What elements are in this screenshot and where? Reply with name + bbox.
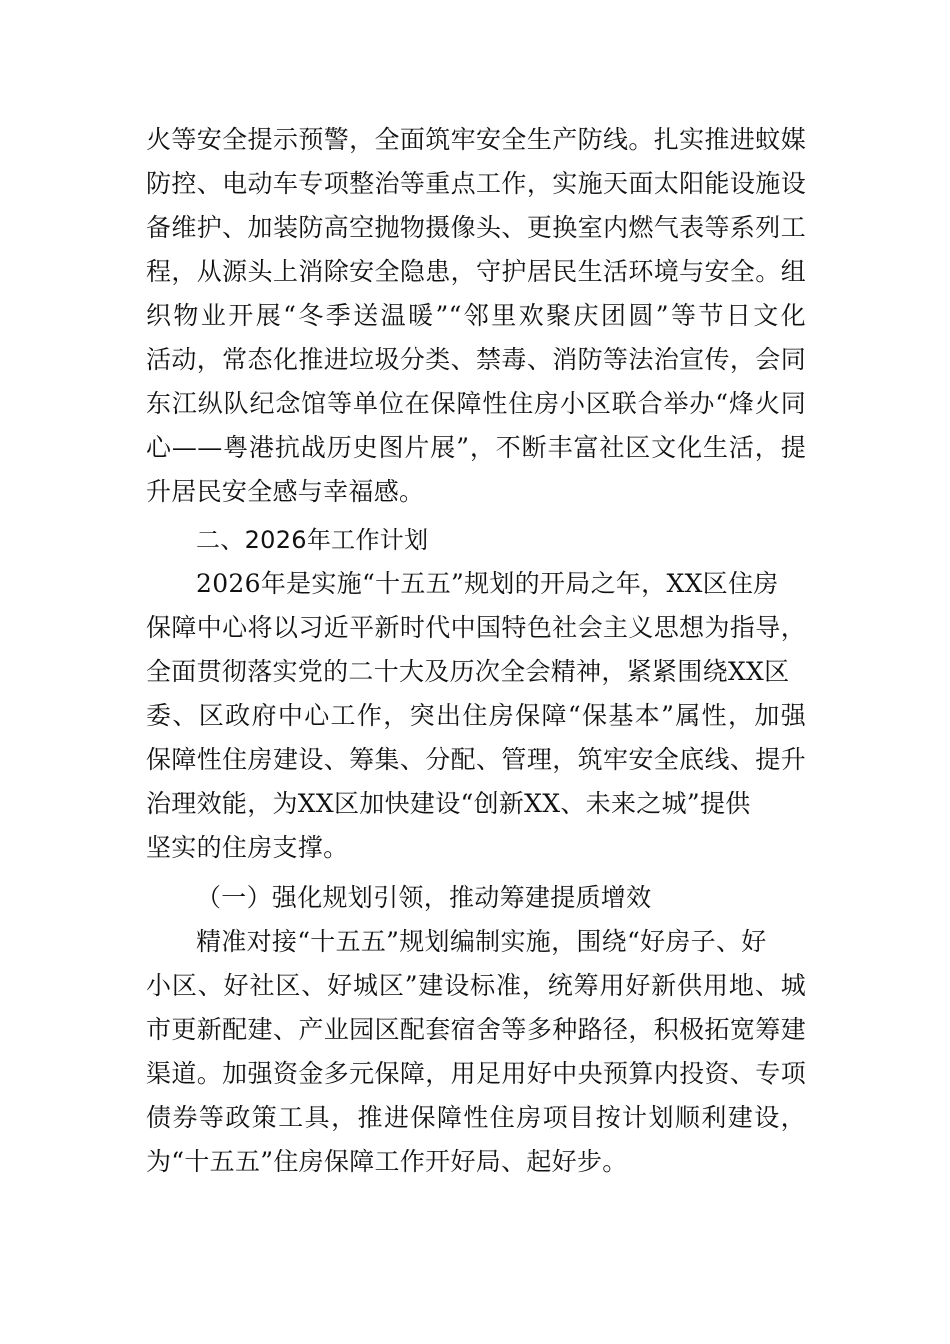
body-text-line: 小区、好社区、好城区”建设标准，统筹用好新供用地、城 bbox=[146, 971, 806, 1000]
body-text-line: 织物业开展“冬季送温暖”“邻里欢聚庆团圆”等节日文化 bbox=[146, 301, 806, 330]
subsection-heading: （一）强化规划引领，推动筹建提质增效 bbox=[196, 883, 652, 912]
body-text-line: 2026年是实施“十五五”规划的开局之年，XX区住房 bbox=[196, 569, 779, 598]
body-text-line: 渠道。加强资金多元保障，用足用好中央预算内投资、专项 bbox=[146, 1059, 806, 1088]
body-text-line: 委、区政府中心工作，突出住房保障“保基本”属性，加强 bbox=[146, 701, 806, 730]
body-text-line: 治理效能，为XX区加快建设“创新XX、未来之城”提供 bbox=[146, 789, 751, 818]
body-text-line: 精准对接“十五五”规划编制实施，围绕“好房子、好 bbox=[196, 927, 767, 956]
body-text-line: 保障性住房建设、筹集、分配、管理，筑牢安全底线、提升 bbox=[146, 745, 806, 774]
body-text-line: 升居民安全感与幸福感。 bbox=[146, 477, 425, 506]
body-text-line: 市更新配建、产业园区配套宿舍等多种路径，积极拓宽筹建 bbox=[146, 1015, 806, 1044]
body-text-line: 为“十五五”住房保障工作开好局、起好步。 bbox=[146, 1147, 628, 1176]
body-text-line: 债券等政策工具，推进保障性住房项目按计划顺利建设， bbox=[146, 1103, 806, 1132]
body-text-line: 东江纵队纪念馆等单位在保障性住房小区联合举办“烽火同 bbox=[146, 389, 806, 418]
body-text-line: 保障中心将以习近平新时代中国特色社会主义思想为指导， bbox=[146, 613, 806, 642]
body-text-line: 心——粤港抗战历史图片展”，不断丰富社区文化生活，提 bbox=[146, 433, 806, 462]
body-text-line: 活动，常态化推进垃圾分类、禁毒、消防等法治宣传，会同 bbox=[146, 345, 806, 374]
body-text-line: 火等安全提示预警，全面筑牢安全生产防线。扎实推进蚊媒 bbox=[146, 125, 806, 154]
body-text-line: 程，从源头上消除安全隐患，守护居民生活环境与安全。组 bbox=[146, 257, 806, 286]
body-text-line: 坚实的住房支撑。 bbox=[146, 833, 349, 862]
body-text-line: 防控、电动车专项整治等重点工作，实施天面太阳能设施设 bbox=[146, 169, 806, 198]
section-heading: 二、2026年工作计划 bbox=[196, 526, 429, 554]
body-text-line: 备维护、加装防高空抛物摄像头、更换室内燃气表等系列工 bbox=[146, 213, 806, 242]
body-text-line: 全面贯彻落实党的二十大及历次全会精神，紧紧围绕XX区 bbox=[146, 657, 790, 686]
